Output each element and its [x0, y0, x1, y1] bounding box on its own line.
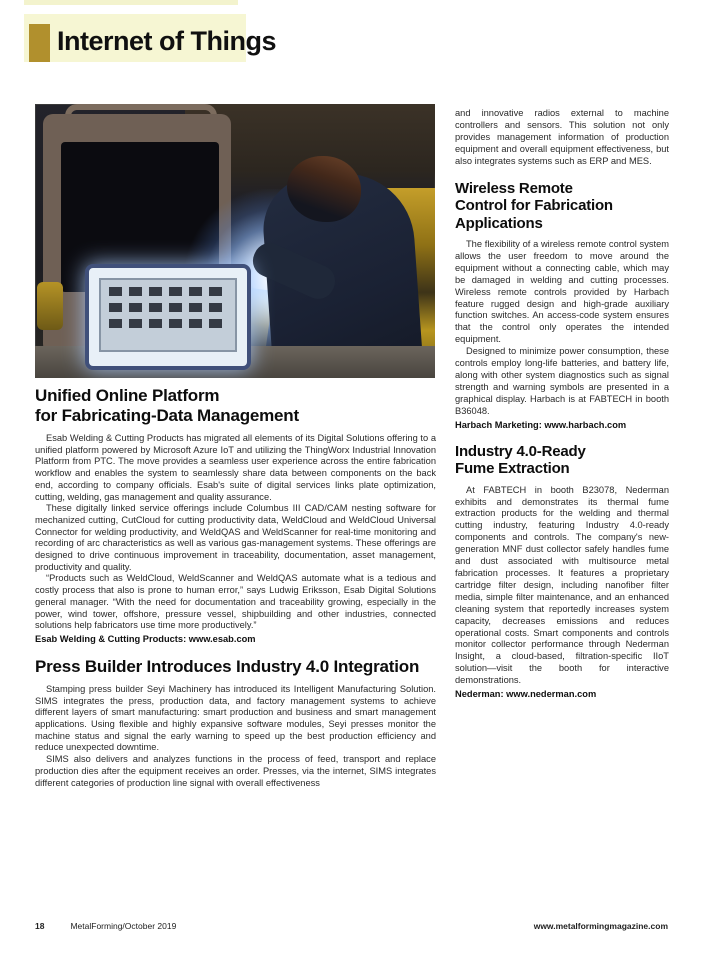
photo-welding-helmet [287, 156, 361, 222]
article2-body [35, 684, 436, 789]
footer-website: www.metalformingmagazine.com [533, 921, 668, 931]
article2-paragraph: Stamping press builder Seyi Machinery has introduced its Intelligent Manufacturing Solution. SIMS integrates the press, production data, and factory management systems to achieve different layers of smart manufacturing: smart production and business and smart management applications. Using flexible and highly expansive software modules, Seyi presses monitor the machine status and signal the early warning to speed up the best production efficiency and reduce unexpected downtime. [35, 683, 436, 753]
article1-paragraph: These digitally linked service offerings include Columbus III CAD/CAM nesting software for mechanized cutting, CutCloud for cutting productivity data, WeldCloud and WeldCloud Universal Connector for welding productivity, and WeldQAS and WeldScanner for real-time monitoring and recording of arc characteristics as well as various gas-management systems. These offerings are designed to drive continuous improvement in traceability, documentation, asset management, productivity and quality. [35, 503, 436, 572]
top-accent-strip [24, 0, 238, 5]
section-accent-square [29, 24, 50, 62]
article3-paragraph: The flexibility of a wireless remote control system allows the user freedom to move around the equipment without a connecting cable, which may be damaged in welding and cutting processes. Wireless remote controls provided by Harbach feature rugged design and high-grade auxiliary function switches. An access-code system ensures that the control only operates the intended equipment. [455, 239, 669, 345]
article1-heading-line2: for Fabricating-Data Management [35, 406, 299, 425]
article3-heading-line3: Applications [455, 214, 543, 232]
article1-vendor-line: Esab Welding & Cutting Products: www.esab.com [35, 633, 256, 644]
photo-device-screen-row [109, 303, 227, 312]
section-title: Internet of Things [57, 26, 276, 56]
photo-device-screen-row [109, 319, 227, 328]
welding-scene-photo [35, 104, 435, 378]
article3-heading-line2: Control for Fabrication [455, 197, 613, 215]
article1-body [35, 433, 436, 632]
article4-body [455, 485, 669, 687]
article4-heading [455, 443, 669, 478]
photo-yellow-fixture [37, 282, 63, 330]
continuation-paragraph: and innovative radios external to machine controllers and sensors. This solution not only provides management information of production equipment and overall equipment effectiveness, but also integrates systems such as ERP and MES. [455, 108, 669, 166]
photo-device-screen [99, 278, 237, 352]
article3-heading-line1: Wireless Remote [455, 179, 573, 197]
article3-paragraph: Designed to minimize power consumption, these controls employ long-life batteries, and battery life, along with other system diagnostics such as signal strength and warning symbols are presented in a graphical display. Harbach is at FABTECH in booth B36048. [455, 346, 669, 416]
article1-paragraph: “Products such as WeldCloud, WeldScanner and WeldQAS automate what is a tedious and costly process that also is prone to human error,” says Ludwig Eriksson, Esab Digital Solutions general manager. “With the need for documentation and traceability growing, especially in the power, wind tower, offshore, pressure vessel, shipbuilding and other industries, connected solutions help fabricators use time more productively.” [35, 573, 436, 631]
article2-heading: Press Builder Introduces Industry 4.0 Integration [35, 656, 420, 676]
photo-monitoring-device [85, 264, 251, 370]
footer-left [35, 921, 176, 931]
photo-device-screen-row [109, 287, 227, 296]
article3-body [455, 239, 669, 418]
article3-heading [455, 180, 669, 233]
issue-label: MetalForming/October 2019 [70, 921, 177, 931]
right-column [455, 108, 669, 700]
article1-heading-line1: Unified Online Platform [35, 386, 220, 405]
article4-heading-line2: Fume Extraction [455, 460, 570, 478]
article2-paragraph: SIMS also delivers and analyzes functions in the process of feed, transport and replace production dies after the equipment receives an order. Presses, via the internet, SIMS integrates different categories of production line signal with overall effectiveness [35, 754, 436, 788]
article4-heading-line1: Industry 4.0-Ready [455, 442, 586, 460]
article4-paragraph: At FABTECH in booth B23078, Nederman exhibits and demonstrates its thermal fume extraction products for the welding and thermal cutting industry, featuring Industry 4.0-ready components and controls. The company's new-generation MNF dust collector safely handles fume and dust associated with multisource metal fabrication processes. It features a proprietary cartridge filter design, including nanofiber filter media, simple filter maintenance, and an enhanced cleaning system that reportedly increases system capacity, decreases emissions and reduces operational costs. Smart components and controls monitor collector performance through Nederman Insight, a cloud-based, filtration-specific IIoT solution—visit the booth for interactive demonstrations. [455, 484, 669, 686]
page-number: 18 [35, 921, 45, 931]
left-column [35, 386, 436, 789]
article1-paragraph: Esab Welding & Cutting Products has migrated all elements of its Digital Solutions offering to a unified platform powered by Microsoft Azure IoT and utilizing the ThingWorx Industrial Innovation Platform from PTC. The move provides a seamless user experience across the entire fabrication workflow and enables the system to seamlessly share data between components on the back end, according to company officials. Esab's suite of digital services links plate optimization, cutting, welding, gas management and quality assurance. [35, 433, 436, 502]
article3-vendor-line: Harbach Marketing: www.harbach.com [455, 419, 627, 430]
article4-vendor-line: Nederman: www.nederman.com [455, 689, 597, 700]
continuation-body [455, 108, 669, 168]
article1-heading [35, 386, 436, 426]
